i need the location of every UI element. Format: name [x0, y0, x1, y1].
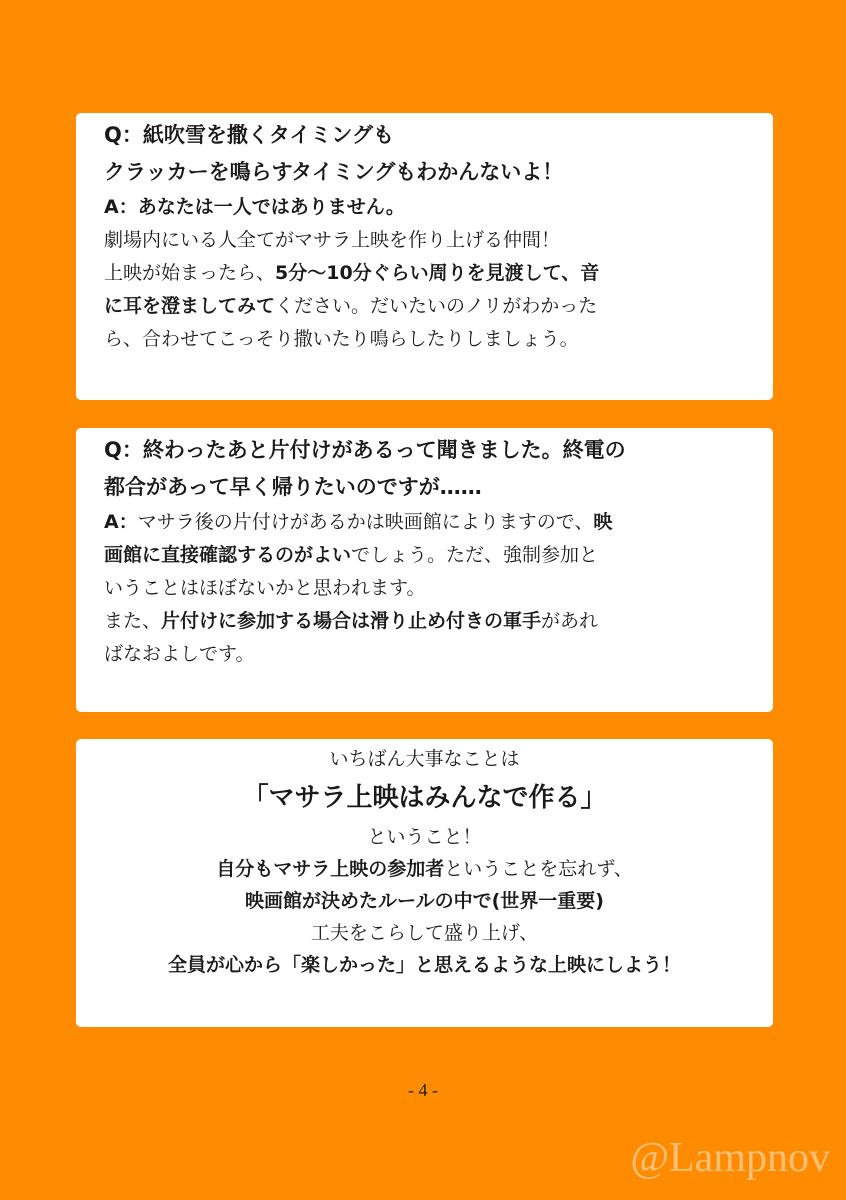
- summary-headline: 「マサラ上映はみんなで作る」: [242, 783, 607, 813]
- summary-line: 映画館が決めたルールの中で(世界一重要): [245, 890, 604, 912]
- answer-line: [104, 290, 773, 323]
- answer-text: 上映が始まったら、: [104, 262, 276, 284]
- qa-card-cleanup: [76, 428, 773, 712]
- page-number: - 4 -: [408, 1080, 438, 1100]
- summary-card: [76, 739, 773, 1027]
- summary-text: ということを忘れず、: [444, 858, 633, 880]
- answer-emphasis: 画館に直接確認するのがよい: [104, 544, 352, 566]
- answer-line: 劇場内にいる人全てがマサラ上映を作り上げる仲間！: [104, 229, 561, 251]
- question-line: クラッカーを鳴らすタイミングもわかんないよ！: [104, 160, 564, 184]
- answer-line: いうことはほぼないかと思われます。: [104, 577, 426, 599]
- qa-card-confetti-timing: [76, 113, 773, 400]
- answer-line: ら、合わせてこっそり撒いたり鳴らしたりしましょう。: [104, 328, 579, 350]
- summary-line: [76, 853, 773, 885]
- answer-line: [104, 257, 773, 290]
- answer-line: [104, 506, 773, 539]
- answer-emphasis: に耳を澄ましてみて: [104, 295, 276, 317]
- answer-text: ください。だいたいのノリがわかった: [275, 295, 598, 317]
- answer-text: でしょう。ただ、強制参加と: [351, 544, 599, 566]
- question-line: Q：終わったあと片付けがあるって聞きました。終電の: [104, 438, 626, 462]
- answer-line: [104, 191, 773, 224]
- answer-text: マサラ後の片付けがあるかは映画館によりますので、: [137, 511, 594, 533]
- answer-label: A：: [104, 196, 138, 218]
- answer-line: [104, 539, 773, 572]
- watermark: @Lampnov: [630, 1135, 830, 1181]
- question-line: 都合があって早く帰りたいのですが……: [104, 475, 482, 499]
- summary-line: いちばん大事なことは: [329, 748, 520, 770]
- answer-line: [104, 605, 773, 638]
- answer-emphasis: 片付けに参加する場合は滑り止め付きの軍手: [161, 610, 542, 632]
- answer-text: があれ: [541, 610, 599, 632]
- answer-lead: あなたは一人ではありません。: [137, 196, 405, 218]
- summary-emphasis: 自分もマサラ上映の参加者: [216, 858, 445, 880]
- summary-line: 工夫をこらして盛り上げ、: [310, 922, 539, 944]
- answer-label: A：: [104, 511, 138, 533]
- question-line: Q：紙吹雪を撒くタイミングも: [104, 123, 395, 147]
- summary-line: 全員が心から「楽しかった」と思えるような上映にしよう！: [167, 954, 681, 976]
- answer-emphasis: 映: [593, 511, 613, 533]
- answer-emphasis: 5分～10分ぐらい周りを見渡して、音: [275, 262, 600, 284]
- answer-text: また、: [104, 610, 162, 632]
- answer-line: ばなおよしです。: [104, 643, 255, 665]
- summary-line: ということ！: [367, 826, 482, 848]
